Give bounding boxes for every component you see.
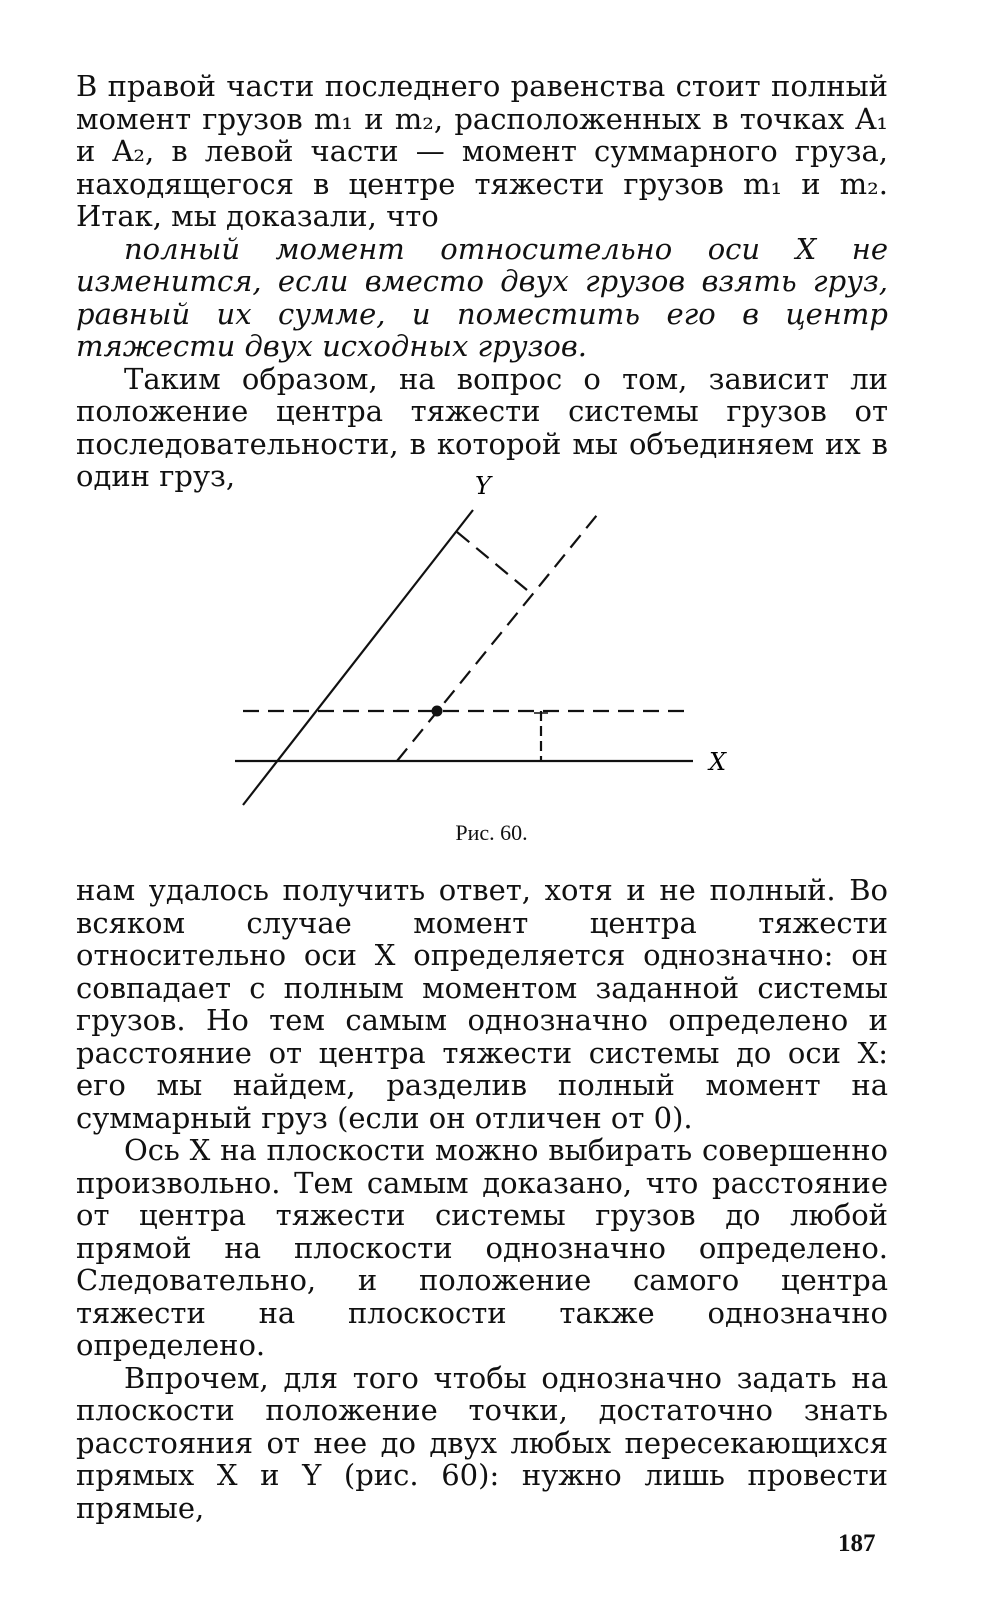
text-block-bottom <box>76 874 888 1524</box>
figure-caption: Рис. 60. <box>455 820 528 845</box>
center-of-gravity-point <box>432 706 443 717</box>
paragraph-5: Ось X на плоскости можно выбирать совершенно произвольно. Тем самым доказано, что расстояние от центра тяжести системы грузов до любой прямой на плоскости однозначно определено. Следовательно, и положение самого центра тяжести на плоскости также однозначно определено. <box>76 1133 888 1362</box>
paragraph-1: В правой части последнего равенства стоит полный момент грузов m₁ и m₂, расположенных в точках A₁ и A₂, в левой части — момент суммарного груза, находящегося в центре тяжести грузов m₁ и m₂. Итак, мы доказали, что <box>76 69 888 233</box>
page-number: 187 <box>838 1530 876 1557</box>
paragraph-4: нам удалось получить ответ, хотя и не полный. Во всяком случае момент центра тяжести относительно оси X определяется однозначно: он совпадает с полным моментом заданной системы грузов. Но тем самым однозначно определено и расстояние от центра тяжести системы до оси X: его мы найдем, разделив полный момент на суммарный груз (если он отличен от 0). <box>76 873 888 1135</box>
dashed-perpendicular <box>457 532 527 590</box>
dashed-parallel-y <box>397 515 597 761</box>
axis-y-label: Y <box>475 472 491 500</box>
paragraph-3: Таким образом, на вопрос о том, зависит ли положение центра тяжести системы грузов от последовательности, в которой мы объединяем их в один груз, <box>76 361 888 493</box>
figure-60-diagram <box>225 470 745 815</box>
axis-x-label: X <box>709 748 727 776</box>
text-block-top <box>76 70 888 493</box>
figure-60 <box>225 470 745 815</box>
paragraph-6: Впрочем, для того чтобы однозначно задать на плоскости положение точки, достаточно знать расстояния от нее до двух любых пересекающихся прямых X и Y (рис. 60): нужно лишь провести прямые, <box>76 1360 888 1525</box>
paragraph-2-italic-statement: полный момент относительно оси X не изменится, если вместо двух грузов взять груз, равный их сумме, и поместить его в центр тяжести двух исходных грузов. <box>76 231 888 363</box>
